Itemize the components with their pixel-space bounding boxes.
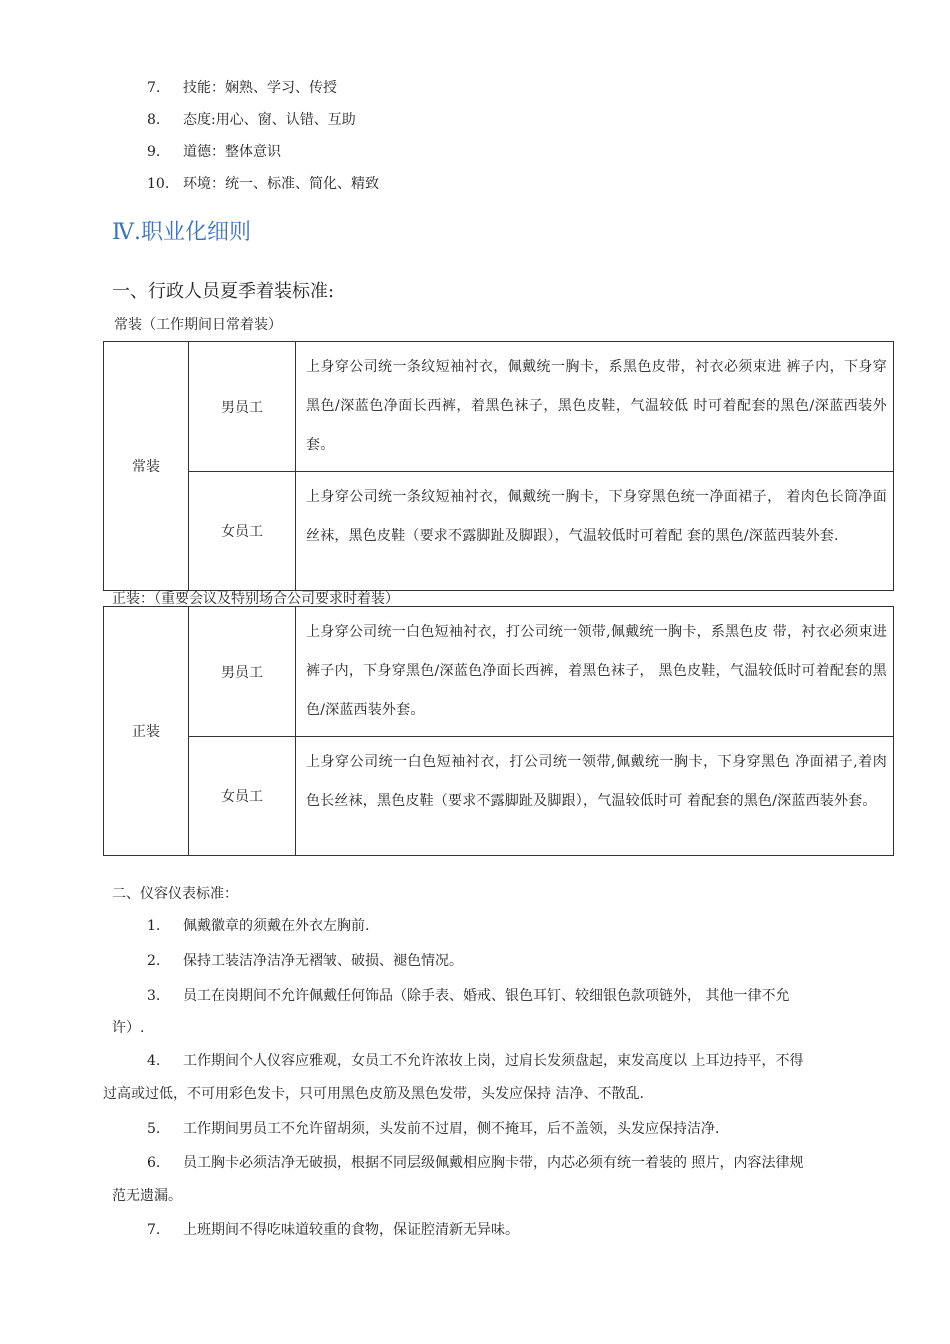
list-text-continuation: 范无遗漏。 <box>112 1188 182 1204</box>
gender-cell: 女员工 <box>189 472 296 591</box>
description-cell: 上身穿公司统一条纹短袖衬衣，佩戴统一胸卡，系黑色皮带，衬衣必须束进 裤子内，下身穿黑色/深蓝色净面长西裤，着黑色袜子，黑色皮鞋，气温较低 时可着配套的黑色/深蓝西装外套。 <box>296 342 894 472</box>
list-text: 员工胸卡必须洁净无破损，根据不同层级佩戴相应胸卡带，内芯必须有统一着装的 照片，内容法律规 <box>183 1155 804 1171</box>
list-text: 技能：娴熟、学习、传授 <box>183 80 337 96</box>
list-number: 4. <box>147 1053 161 1069</box>
list-number: 7. <box>147 1222 161 1238</box>
description-cell: 上身穿公司统一白色短袖衬衣，打公司统一领带,佩戴统一胸卡，系黑色皮 带，衬衣必须束进裤子内，下身穿黑色/深蓝色净面长西裤，着黑色袜子， 黑色皮鞋，气温较低时可着配套的黑色/深蓝西装外套。 <box>296 607 894 737</box>
description-cell: 上身穿公司统一白色短袖衬衣，打公司统一领带,佩戴统一胸卡，下身穿黑色 净面裙子,着肉色长丝袜，黑色皮鞋（要求不露脚趾及脚跟），气温较低时可 着配套的黑色/深蓝西装外套。 <box>296 737 894 856</box>
list-text-continuation: 过高或过低，不可用彩色发卡，只可用黑色皮筋及黑色发带，头发应保持 洁净、不散乱. <box>103 1086 644 1102</box>
list-text: 道德：整体意识 <box>183 144 281 160</box>
table-row <box>104 342 894 472</box>
subsection-title: 二、仪容仪表标准： <box>112 886 238 902</box>
list-number: 1. <box>147 918 161 934</box>
list-item <box>147 1050 803 1070</box>
list-item <box>147 77 337 97</box>
list-text: 上班期间不得吃味道较重的食物，保证腔清新无异味。 <box>183 1222 519 1238</box>
list-item <box>147 109 356 129</box>
gender-cell: 女员工 <box>189 737 296 856</box>
gender-cell: 男员工 <box>189 607 296 737</box>
description-cell: 上身穿公司统一条纹短袖衬衣，佩戴统一胸卡，下身穿黑色统一净面裙子， 着肉色长筒净面丝袜，黑色皮鞋（要求不露脚趾及脚跟），气温较低时可着配 套的黑色/深蓝西装外套. <box>296 472 894 591</box>
list-text: 工作期间个人仪容应雅观，女员工不允许浓妆上岗，过肩长发须盘起，束发高度以 上耳边持平，不得 <box>183 1053 804 1069</box>
subsection-title: 一、行政人员夏季着装标准: <box>112 281 335 302</box>
list-number: 2. <box>147 953 161 969</box>
regular-attire-table <box>103 341 894 591</box>
list-text-continuation: 许）. <box>112 1020 145 1036</box>
list-number: 5. <box>147 1121 161 1137</box>
category-cell: 正装 <box>104 607 189 856</box>
section-title: Ⅳ.职业化细则 <box>112 220 251 245</box>
list-item <box>147 915 369 935</box>
list-number: 6. <box>147 1155 161 1171</box>
list-text: 态度:用心、窗、认错、互助 <box>183 112 356 128</box>
list-item <box>147 950 463 970</box>
list-item <box>147 141 281 161</box>
table-caption: 常装（工作期间日常着装） <box>114 317 282 333</box>
list-number: 9. <box>147 144 161 160</box>
list-text: 保持工装洁净洁净无褶皱、破损、褪色情况。 <box>183 953 463 969</box>
list-item <box>147 1118 719 1138</box>
list-text: 工作期间男员工不允许留胡须，头发前不过眉，侧不掩耳，后不盖领，头发应保持洁净. <box>183 1121 720 1137</box>
list-item <box>147 173 379 193</box>
table-caption: 正装：（重要会议及特别场合公司要求时着装） <box>112 591 399 607</box>
list-text: 环境：统一、标准、简化、精致 <box>183 176 379 192</box>
list-number: 8. <box>147 112 161 128</box>
formal-attire-table <box>103 606 894 856</box>
table-row <box>104 472 894 591</box>
table-row <box>104 607 894 737</box>
table-row <box>104 737 894 856</box>
category-cell: 常装 <box>104 342 189 591</box>
list-item <box>147 1152 803 1172</box>
list-text: 佩戴徽章的须戴在外衣左胸前. <box>183 918 370 934</box>
list-number: 10. <box>147 176 170 192</box>
list-item <box>147 1219 519 1239</box>
gender-cell: 男员工 <box>189 342 296 472</box>
list-item <box>147 985 789 1005</box>
list-number: 3. <box>147 988 161 1004</box>
list-text: 员工在岗期间不允许佩戴任何饰品（除手表、婚戒、银色耳钉、较细银色款项链外， 其他一律不允 <box>183 988 790 1004</box>
list-number: 7. <box>147 80 161 96</box>
